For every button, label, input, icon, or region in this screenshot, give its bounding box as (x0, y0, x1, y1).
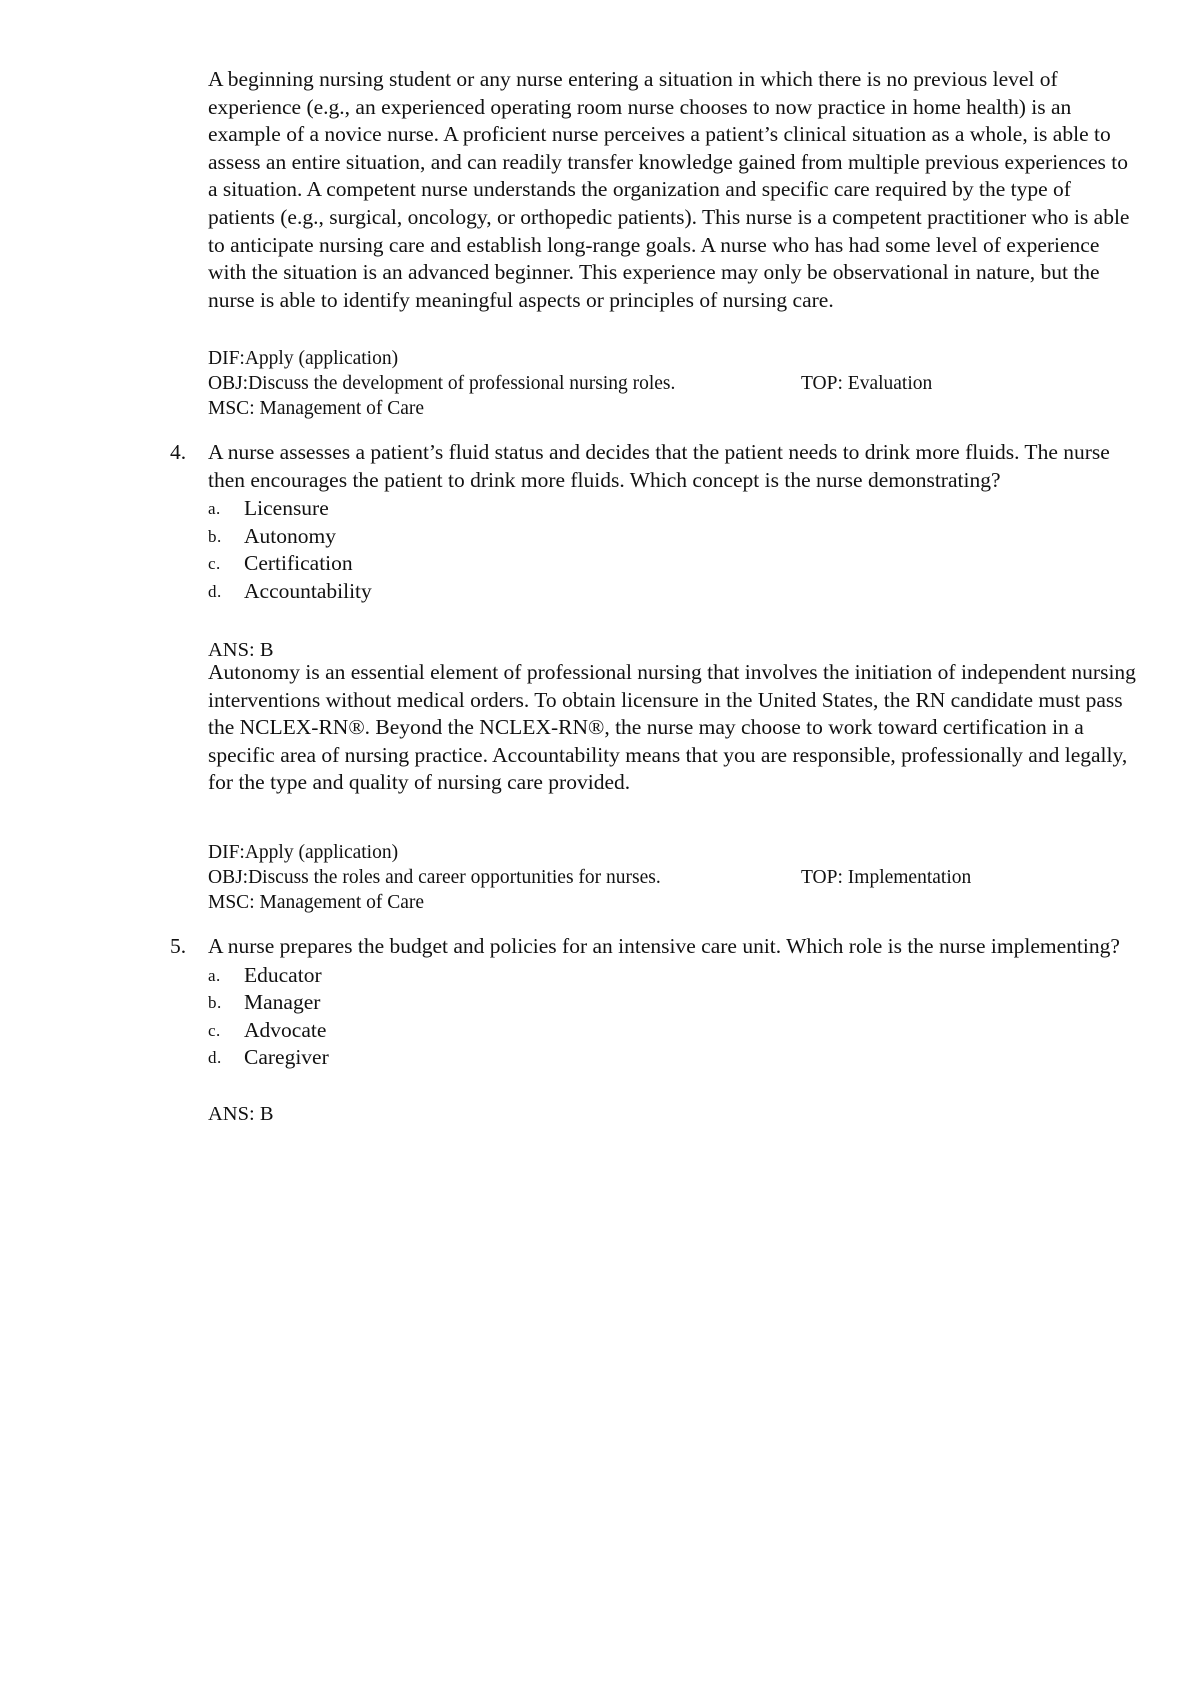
option-text: Autonomy (244, 523, 336, 548)
obj-line (208, 371, 1108, 396)
option-letter: a. (208, 965, 221, 985)
top-text: TOP: Implementation (801, 867, 972, 888)
msc-line: MSC: Management of Care (208, 892, 425, 913)
option-letter: b. (208, 993, 222, 1013)
answer-options (208, 495, 1130, 605)
question-5 (170, 933, 1130, 1072)
question-stem: A nurse assesses a patient’s fluid status and decides that the patient needs to drink more fluids. The nurse then encourages the patient to drink more fluids. Which concept is the nurse demonstrating? (208, 440, 1110, 492)
question-number: 5. (170, 934, 187, 958)
option-text: Advocate (244, 1017, 327, 1042)
metadata-q4 (208, 840, 1108, 915)
option-c (208, 1017, 1130, 1045)
option-text: Licensure (244, 496, 329, 521)
option-d (208, 578, 1130, 606)
option-text: Accountability (244, 578, 372, 603)
rationale-q4: Autonomy is an essential element of professional nursing that involves the initiation of independent nursing interventions without medical orders. To obtain licensure in the United States, the RN candidate must pass the NCLEX-RN®. Beyond the NCLEX-RN®, the nurse may choose to work toward certification in a specific area of nursing practice. Accountability means that you are responsible, professionally and legally, for the type and quality of nursing care provided. (208, 660, 1136, 795)
option-letter: b. (208, 526, 222, 546)
option-b (208, 989, 1130, 1017)
option-d (208, 1044, 1130, 1072)
option-letter: d. (208, 1048, 222, 1068)
option-a (208, 495, 1130, 523)
option-letter: c. (208, 1020, 221, 1040)
metadata-q3 (208, 346, 1108, 421)
answer-options (208, 962, 1130, 1072)
option-text: Certification (244, 551, 353, 576)
option-text: Manager (244, 990, 321, 1015)
option-c (208, 550, 1130, 578)
option-a (208, 962, 1130, 990)
question-stem: A nurse prepares the budget and policies for an intensive care unit. Which role is the nurse implementing? (208, 934, 1120, 958)
obj-text: OBJ:Discuss the roles and career opportunities for nurses. (208, 867, 661, 888)
obj-line (208, 865, 1108, 890)
top-text: TOP: Evaluation (801, 373, 933, 394)
rationale-q3: A beginning nursing student or any nurse entering a situation in which there is no previous level of experience (e.g., an experienced operating room nurse chooses to now practice in home health) is an example of a novice nurse. A proficient nurse perceives a patient’s clinical situation as a whole, is able to assess an entire situation, and can readily transfer knowledge gained from multiple previous experiences to a situation. A competent nurse understands the organization and specific care required by the type of patients (e.g., surgical, oncology, or orthopedic patients). This nurse is a competent practitioner who is able to anticipate nursing care and establish long-range goals. A nurse who has had some level of experience with the situation is an advanced beginner. This experience may only be observational in nature, but the nurse is able to identify meaningful aspects or principles of nursing care. (208, 67, 1130, 312)
option-b (208, 523, 1130, 551)
question-number: 4. (170, 440, 187, 464)
option-letter: a. (208, 499, 221, 519)
option-letter: d. (208, 581, 222, 601)
option-text: Educator (244, 962, 322, 987)
question-4 (170, 439, 1130, 606)
dif-line: DIF:Apply (application) (208, 348, 399, 369)
dif-line: DIF:Apply (application) (208, 842, 399, 863)
option-letter: c. (208, 554, 221, 574)
obj-text: OBJ:Discuss the development of professional nursing roles. (208, 373, 676, 394)
msc-line: MSC: Management of Care (208, 398, 425, 419)
answer-q4: ANS: B (208, 639, 274, 661)
answer-q5: ANS: B (208, 1103, 274, 1125)
option-text: Caregiver (244, 1045, 329, 1070)
